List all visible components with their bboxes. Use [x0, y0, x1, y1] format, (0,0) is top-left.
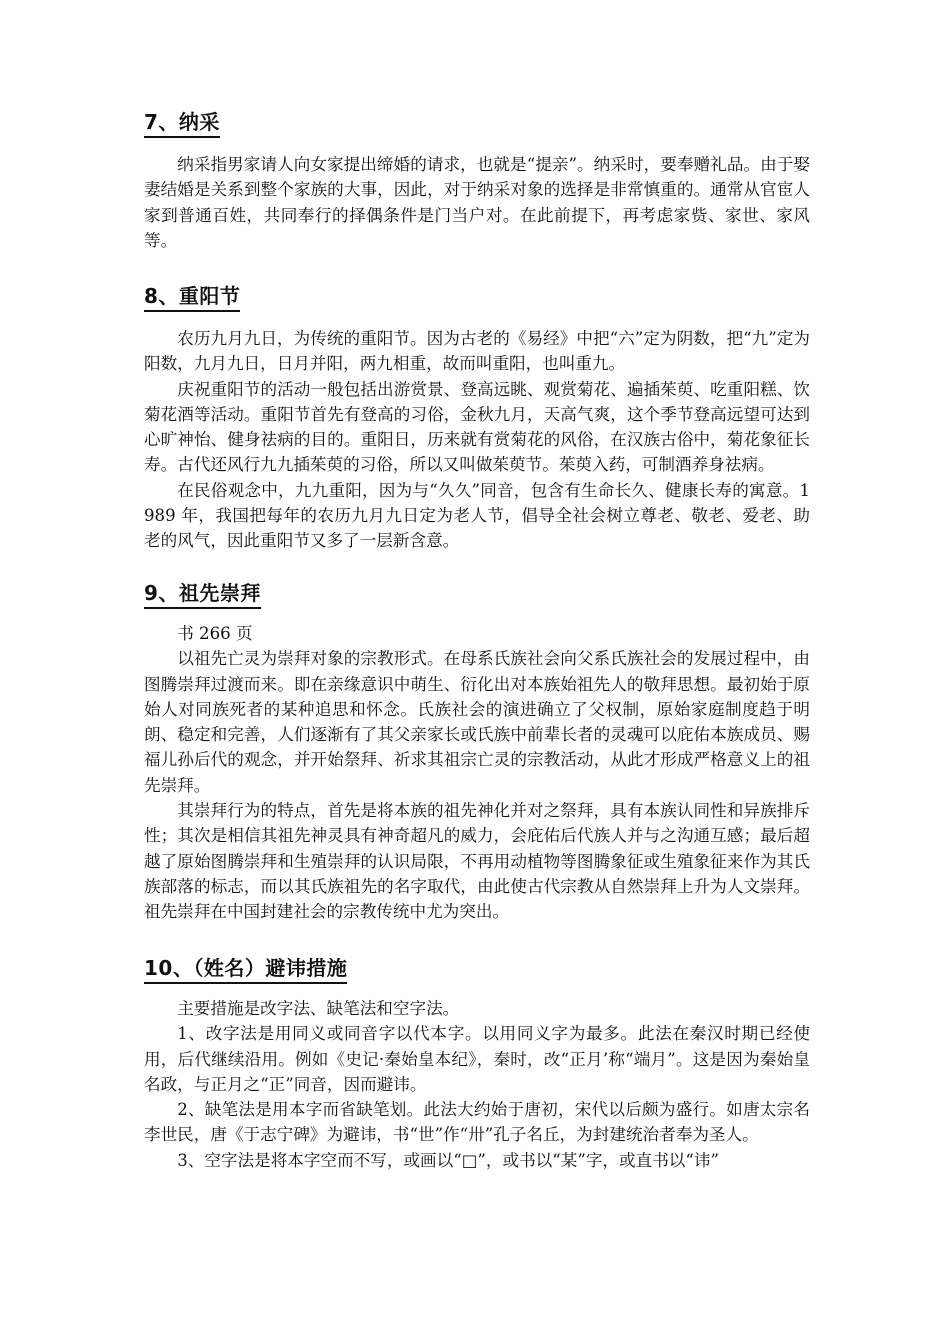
section-heading: 7、纳采 [144, 108, 220, 138]
paragraph: 书 266 页 [177, 624, 253, 643]
paragraph: 其崇拜行为的特点，首先是将本族的祖先神化并对之祭拜，具有本族认同性和异族排斥性；其次是相信其祖先神灵具有神奇超凡的威力，会庇佑后代族人并与之沟通互感；最后超越了原始图腾崇拜和生殖崇拜的认识局限，不再用动植物等图腾象征或生殖象征来作为其氏族部落的标志，而以其氏族祖先的名字取代，由此使古代宗教从自然崇拜上升为人文崇拜。祖先崇拜在中国封建社会的宗教传统中尤为突出。 [144, 801, 810, 922]
section-chong-yang [144, 282, 810, 554]
paragraph: 以祖先亡灵为崇拜对象的宗教形式。在母系氏族社会向父系氏族社会的发展过程中，由图腾崇拜过渡而来。即在亲缘意识中萌生、衍化出对本族始祖先人的敬拜思想。最初始于原始人对同族死者的某种追思和怀念。氏族社会的演进确立了父权制，原始家庭制度趋于明朗、稳定和完善，人们逐渐有了其父亲家长或氏族中前辈长者的灵魂可以庇佑本族成员、赐福儿孙后代的观念，并开始祭拜、祈求其祖宗亡灵的宗教活动，从此才形成严格意义上的祖先崇拜。 [144, 649, 810, 795]
section-heading: 9、祖先崇拜 [144, 579, 261, 609]
section-taboo-measures [144, 954, 810, 1173]
paragraph: 农历九月九日，为传统的重阳节。因为古老的《易经》中把“六”定为阴数，把“九”定为阳数，九月九日，日月并阳，两九相重，故而叫重阳，也叫重九。 [144, 329, 810, 374]
paragraph: 纳采指男家请人向女家提出缔婚的请求，也就是“提亲”。纳采时，要奉赠礼品。由于娶妻结婚是关系到整个家族的大事，因此，对于纳采对象的选择是非常慎重的。通常从官宦人家到普通百姓，共同奉行的择偶条件是门当户对。在此前提下，再考虑家赀、家世、家风等。 [144, 155, 810, 250]
paragraph: 在民俗观念中，九九重阳，因为与“久久”同音，包含有生命长久、健康长寿的寓意。1989 年，我国把每年的农历九月九日定为老人节，倡导全社会树立尊老、敬老、爱老、助老的风气，因此重阳节又多了一层新含意。 [144, 480, 810, 551]
section-heading: 8、重阳节 [144, 282, 240, 312]
section-ancestor-worship [144, 579, 810, 925]
paragraph: 1、改字法是用同义或同音字以代本字。以用同义字为最多。此法在秦汉时期已经使用，后代继续沿用。例如《史记·秦始皇本纪》，秦时，改“正月’称“端月”。这是因为秦始皇名政，与正月之“正”同音，因而避讳。 [144, 1024, 810, 1094]
paragraph: 主要措施是改字法、缺笔法和空字法。 [177, 999, 460, 1018]
paragraph: 3、空字法是将本字空而不写，或画以“□”，或书以“某”字，或直书以“讳” [177, 1150, 719, 1170]
section-heading: 10、（姓名）避讳措施 [144, 954, 347, 984]
paragraph: 2、缺笔法是用本字而省缺笔划。此法大约始于唐初，宋代以后颇为盛行。如唐太宗名李世民，唐《于志宁碑》为避讳，书“世”作“卅”孔子名丘，为封建统治者奉为圣人。 [144, 1100, 810, 1145]
section-na-cai [144, 108, 810, 253]
paragraph: 庆祝重阳节的活动一般包括出游赏景、登高远眺、观赏菊花、遍插茱萸、吃重阳糕、饮菊花酒等活动。重阳节首先有登高的习俗，金秋九月，天高气爽，这个季节登高远望可达到心旷神怡、健身祛病的目的。重阳日，历来就有赏菊花的风俗，在汉族古俗中，菊花象征长寿。古代还风行九九插茱萸的习俗，所以又叫做茱萸节。茱萸入药，可制酒养身祛病。 [144, 379, 810, 475]
